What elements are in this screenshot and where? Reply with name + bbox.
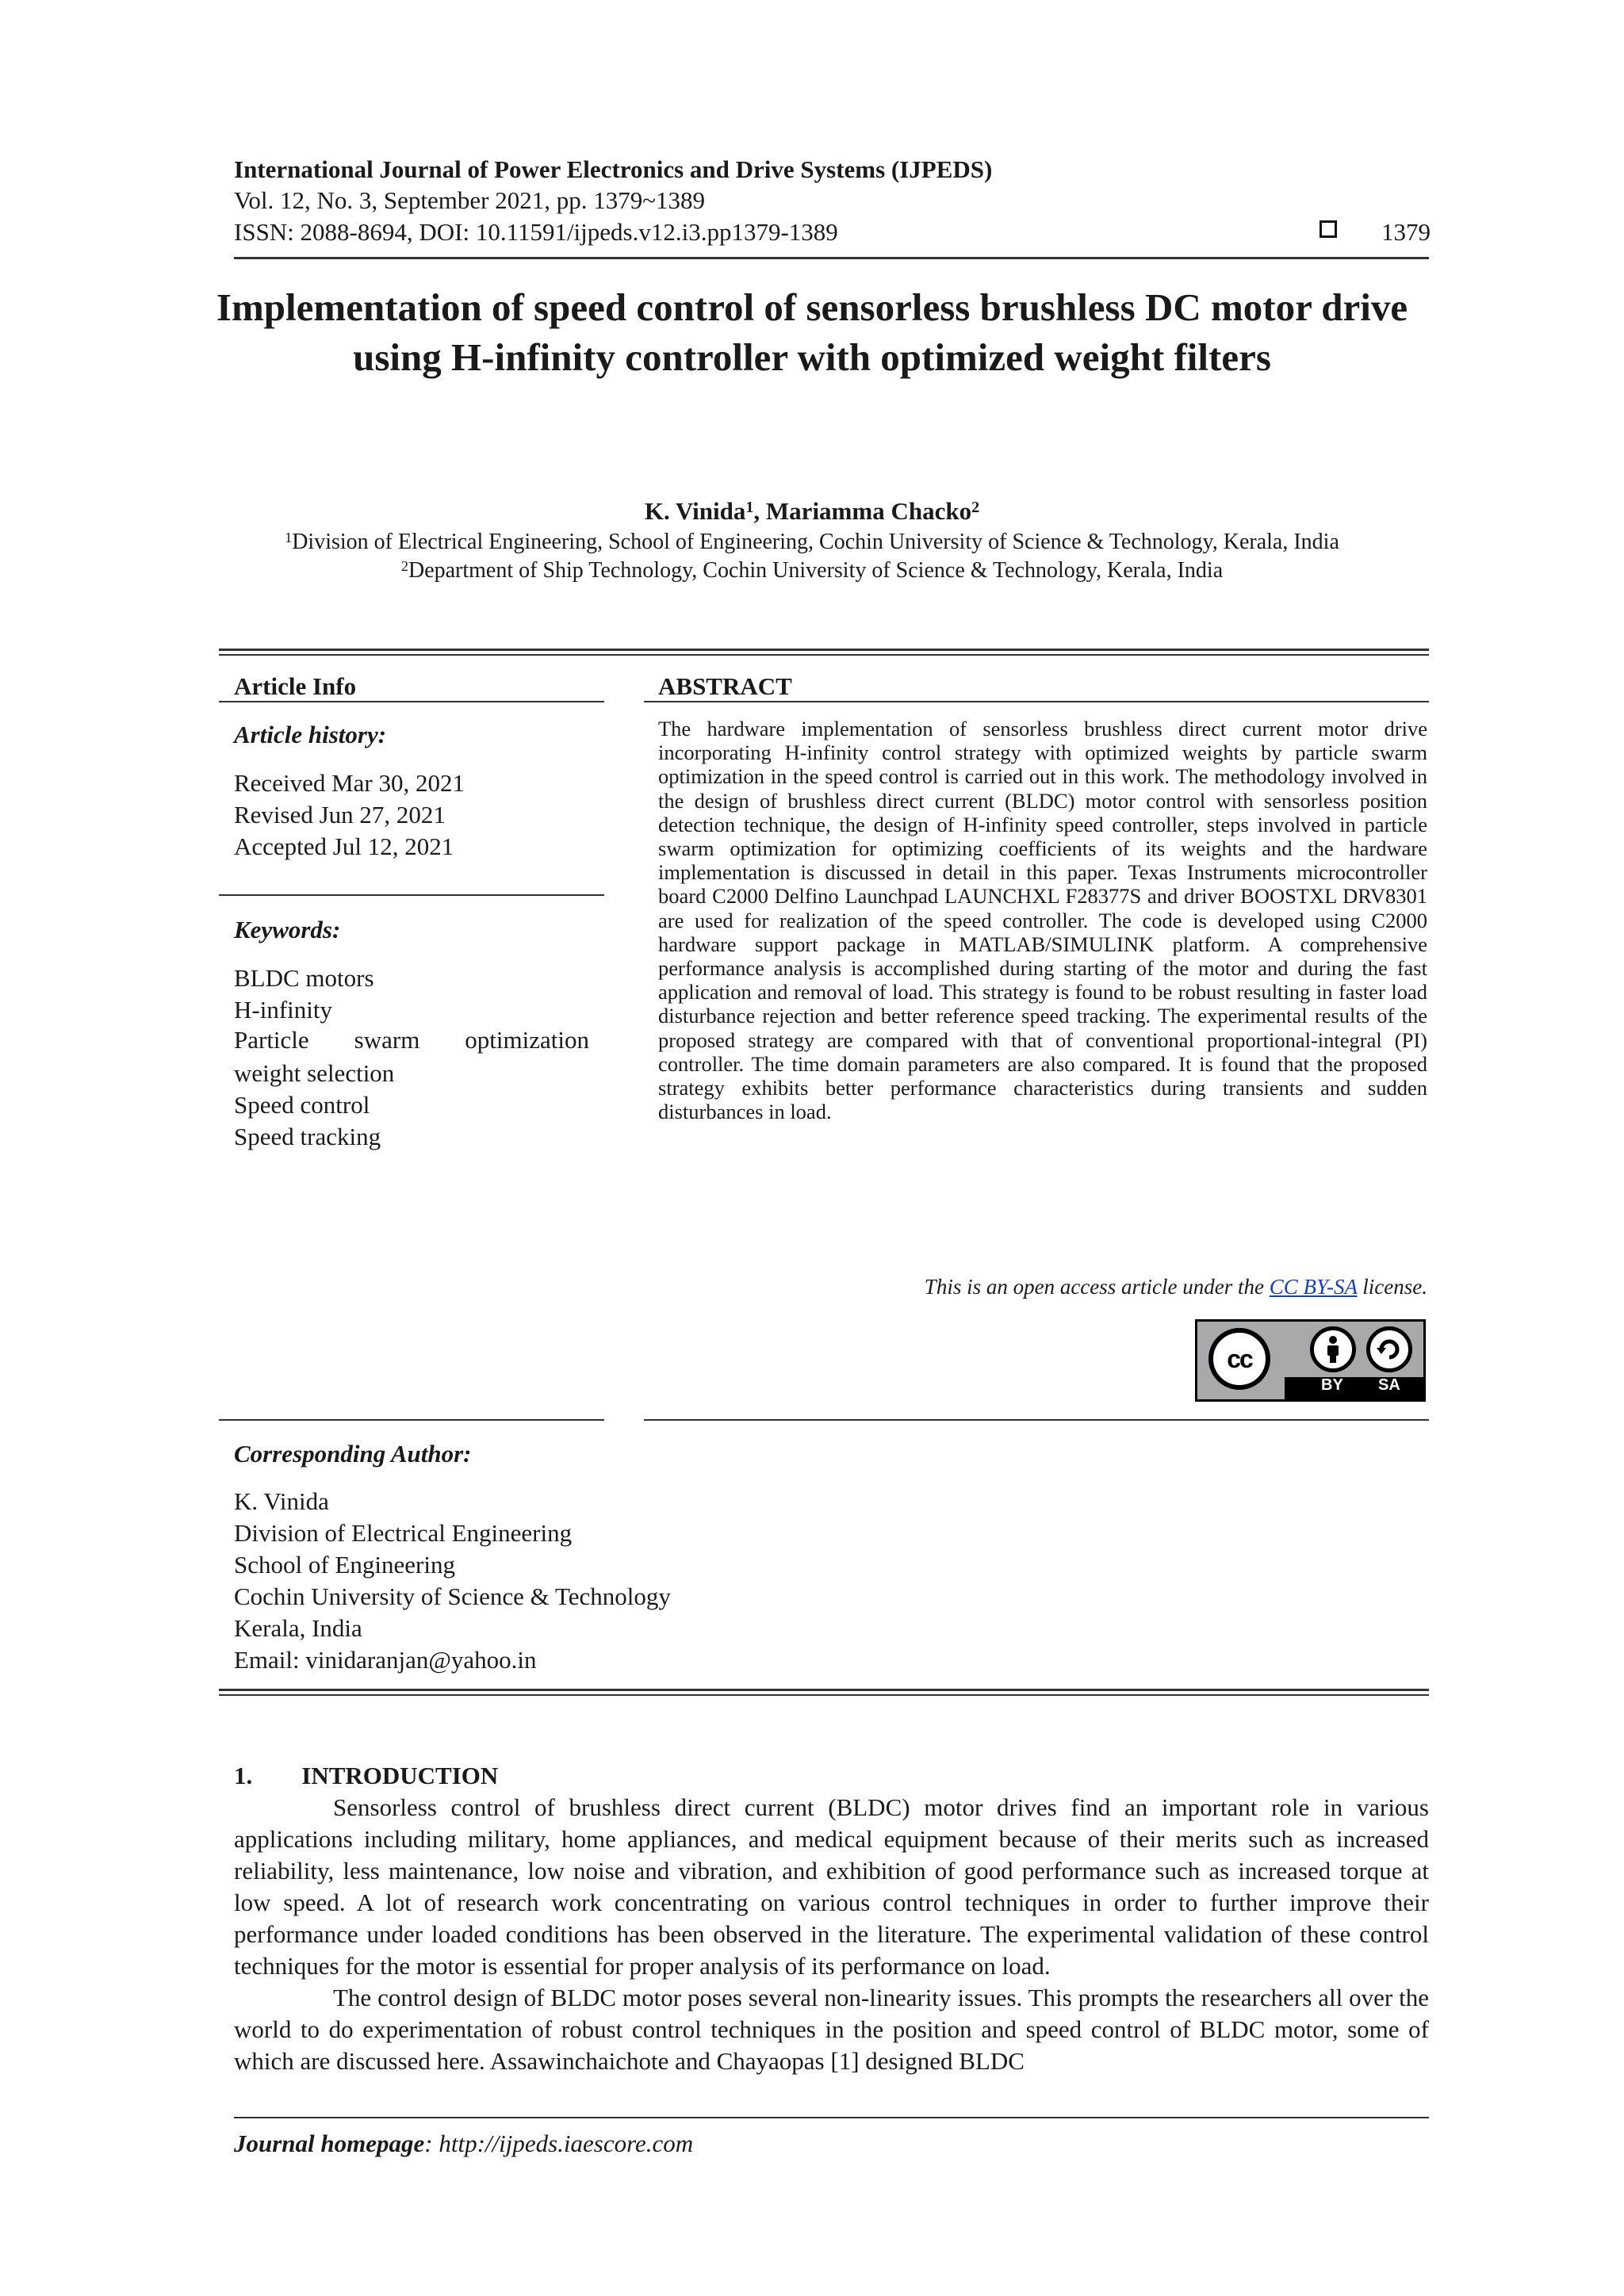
corresponding-author-heading: Corresponding Author: <box>234 1440 472 1468</box>
affiliation <box>206 558 1418 584</box>
affiliation-text: Division of Electrical Engineering, School of Engineering, Cochin University of Science & Technology, Kerala, India <box>292 530 1339 554</box>
section-bottom-rule <box>219 1689 1429 1691</box>
history-received: Received Mar 30, 2021 <box>234 769 465 797</box>
introduction-paragraph: The control design of BLDC motor poses several non-linearity issues. This prompts the researchers all over the world to do experimentation of robust control techniques in the position and speed control of BLDC motor, some of which are discussed here. Assawinchaichote and Chayaopas [1] designed BLDC <box>234 1984 1429 2075</box>
affiliation-marker: 2 <box>400 557 408 574</box>
checkbox-square-icon <box>1320 220 1337 238</box>
section-bottom-rule <box>219 1694 1429 1696</box>
keywords-heading: Keywords: <box>234 916 341 943</box>
history-revised: Revised Jun 27, 2021 <box>234 801 446 828</box>
open-access-notice <box>658 1275 1427 1299</box>
keyword <box>234 1026 589 1054</box>
journal-name: International Journal of Power Electronics and Drive Systems (IJPEDS) <box>234 155 993 183</box>
corresponding-author-university: Cochin University of Science & Technology <box>234 1582 671 1610</box>
keyword: Speed control <box>234 1091 370 1119</box>
corresponding-author-division: Division of Electrical Engineering <box>234 1519 573 1547</box>
author-name: K. Vinida <box>644 497 746 525</box>
badge-label-strip <box>1285 1377 1423 1399</box>
license-prefix: This is an open access article under the <box>924 1275 1270 1299</box>
license-suffix: license. <box>1357 1275 1427 1299</box>
author-name: Mariamma Chacko <box>765 497 972 525</box>
introduction-heading: 1. INTRODUCTION <box>234 1762 499 1789</box>
cc-logo-text: cc <box>1227 1344 1252 1373</box>
cc-logo-icon <box>1208 1328 1270 1390</box>
section-top-rule <box>219 649 1429 651</box>
author-line <box>206 497 1418 526</box>
history-accepted: Accepted Jul 12, 2021 <box>234 832 454 860</box>
author-affiliation-marker: 2 <box>971 498 980 516</box>
affiliation-text: Department of Ship Technology, Cochin University of Science & Technology, Kerala, India <box>408 558 1224 583</box>
article-info-rule <box>219 701 604 702</box>
keyword-word: Particle <box>234 1026 309 1054</box>
homepage-label: Journal homepage <box>234 2130 425 2157</box>
corresponding-author-location: Kerala, India <box>234 1614 362 1642</box>
page-number: 1379 <box>1381 218 1431 246</box>
abstract-heading: ABSTRACT <box>658 672 792 700</box>
corresponding-author-school: School of Engineering <box>234 1551 455 1578</box>
abstract-rule <box>644 701 1429 702</box>
keyword-word: swarm <box>354 1026 420 1054</box>
cc-by-sa-link[interactable]: CC BY-SA <box>1269 1275 1358 1299</box>
affiliation <box>206 530 1418 555</box>
history-rule <box>219 894 604 896</box>
corresponding-author-email: Email: vinidaranjan@yahoo.in <box>234 1646 537 1674</box>
share-alike-icon <box>1366 1326 1412 1372</box>
footer-rule <box>234 2117 1429 2118</box>
abstract-text: The hardware implementation of sensorless brushless direct current motor drive incorporating H-infinity control strategy with optimized weights by particle swarm optimization in the speed control is carried out in this work. The methodology involved in the design of brushless direct current (BLDC) motor control with sensorless position detection technique, the design of H-infinity speed controller, steps involved in particle swarm optimization for optimizing coefficients of its weights and the hardware implementation is discussed in detail in this paper. Texas Instruments microcontroller board C2000 Delfino Launchpad LAUNCHXL F28377S and driver BOOSTXL DRV8301 are used for realization of the speed controller. The code is developed using C2000 hardware support package in MATLAB/SIMULINK platform. A comprehensive performance analysis is accomplished during starting of the motor and during the fast application and removal of load. This strategy is found to be robust resulting in faster load disturbance rejection and better reference speed tracking. The experimental results of the proposed strategy are compared with that of conventional proportional-integral (PI) controller. The time domain parameters are also compared. It is found that the proposed strategy exhibits better performance characteristics during transients and sudden disturbances in load. <box>658 717 1427 1124</box>
abstract-bottom-rule <box>644 1419 1429 1421</box>
keyword: H-infinity <box>234 996 332 1024</box>
journal-homepage <box>234 2130 693 2158</box>
corresponding-author-name: K. Vinida <box>234 1487 329 1515</box>
keyword: weight selection <box>234 1059 395 1087</box>
paper-title: Implementation of speed control of sensorless brushless DC motor drive using H-infinity controller with optimized weight filters <box>216 285 1408 379</box>
journal-issn-doi: ISSN: 2088-8694, DOI: 10.11591/ijpeds.v12.i3.pp1379-1389 <box>234 218 838 246</box>
keyword: BLDC motors <box>234 964 374 992</box>
homepage-url: : http://ijpeds.iaescore.com <box>424 2130 694 2157</box>
badge-sa-label: SA <box>1378 1376 1400 1394</box>
badge-by-label: BY <box>1321 1376 1343 1394</box>
author-separator: , <box>753 497 766 525</box>
keyword-word: optimization <box>465 1026 589 1054</box>
section-top-rule <box>219 654 1429 656</box>
keyword: Speed tracking <box>234 1123 381 1150</box>
article-info-bottom-rule <box>219 1419 604 1421</box>
attribution-person-icon <box>1310 1326 1356 1372</box>
journal-volume: Vol. 12, No. 3, September 2021, pp. 1379~1389 <box>234 186 705 214</box>
cc-by-sa-badge[interactable] <box>1195 1319 1426 1402</box>
article-history-heading: Article history: <box>234 721 387 748</box>
introduction-paragraph: Sensorless control of brushless direct current (BLDC) motor drives find an important role in various applications including military, home appliances, and medical equipment because of their merits such as increased reliability, less maintenance, low noise and vibration, and exhibition of good performance such as increased torque at low speed. A lot of research work concentrating on various control techniques in order to further improve their performance under loaded conditions has been observed in the literature. The experimental validation of these control techniques for the motor is essential for proper analysis of its performance on load. <box>234 1793 1429 1980</box>
affiliation-marker: 1 <box>285 529 293 545</box>
article-info-heading: Article Info <box>234 672 357 700</box>
header-rule <box>234 257 1429 259</box>
author-affiliation-marker: 1 <box>745 498 754 516</box>
